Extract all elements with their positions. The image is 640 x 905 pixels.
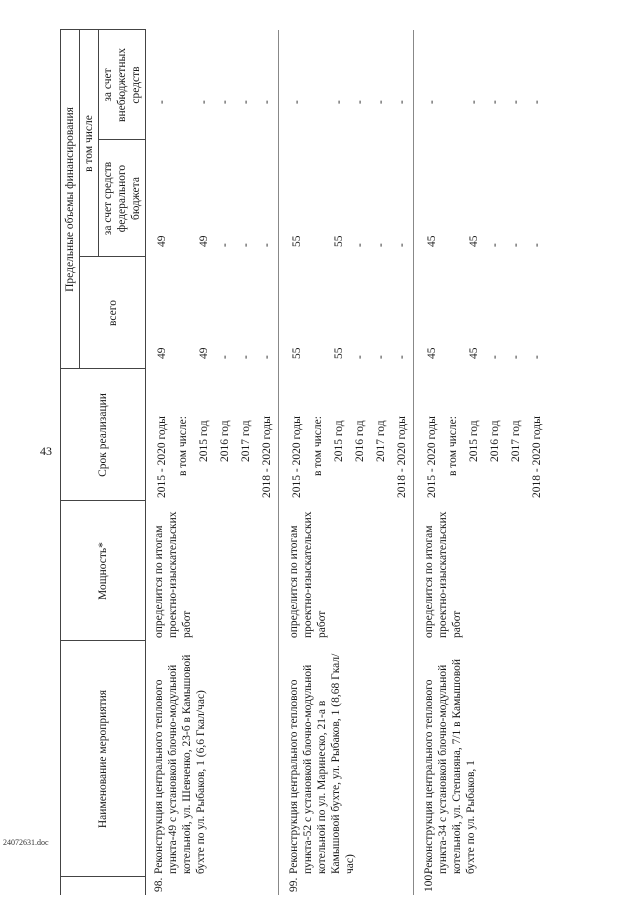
value-line: - xyxy=(219,100,231,104)
value-line: 49 xyxy=(156,235,168,247)
row-name: Реконструкция центрального теплового пункта-52 с установкой блочно-модульной котельной по ул. Маринеско, 21-а в Камышовой бухте, ул. Рыбаков, 1 (8,68 Гкал/час) xyxy=(279,641,414,877)
value-line xyxy=(443,33,464,104)
term-line: 2015 - 2020 годы xyxy=(291,416,303,498)
header-number xyxy=(61,877,146,895)
value-line: - xyxy=(396,100,408,104)
header-including: в том числе xyxy=(80,30,99,257)
table-row xyxy=(414,30,549,895)
row-number: 98. xyxy=(153,877,165,892)
term-line: 2018 - 2020 годы xyxy=(396,416,408,498)
row-term xyxy=(279,369,414,501)
value-line: - xyxy=(531,243,543,247)
row-total xyxy=(279,257,414,369)
row-power: определится по итогам проектно-изыскательских работ xyxy=(414,501,549,641)
value-line: - xyxy=(489,243,501,247)
term-line: 2017 год xyxy=(510,420,522,462)
value-line: - xyxy=(396,243,408,247)
value-line: 49 xyxy=(198,347,210,359)
table-row xyxy=(146,30,279,895)
row-total xyxy=(146,257,279,369)
row-power: определится по итогам проектно-изыскательских работ xyxy=(153,511,193,638)
value-line: - xyxy=(531,355,543,359)
value-line: 49 xyxy=(156,347,168,359)
header-extra: за счет внебюджетных средств xyxy=(99,30,146,140)
value-line: 45 xyxy=(426,235,438,247)
value-line xyxy=(308,260,329,359)
header-name: Наименование мероприятия xyxy=(61,641,146,877)
value-line: - xyxy=(261,100,273,104)
term-line: 2015 - 2020 годы xyxy=(426,416,438,498)
value-line xyxy=(173,33,194,104)
value-line xyxy=(308,143,329,247)
row-power: определится по итогам проектно-изыскательских работ xyxy=(279,501,414,641)
value-line: - xyxy=(375,355,387,359)
value-line xyxy=(443,260,464,359)
header-total: всего xyxy=(80,257,146,369)
row-total xyxy=(414,257,549,369)
value-line: - xyxy=(489,355,501,359)
value-line: - xyxy=(426,100,438,104)
footer-doc-code: 24072631.doc xyxy=(3,838,49,847)
row-extra xyxy=(279,30,414,140)
row-extra xyxy=(146,30,279,140)
value-line: 55 xyxy=(333,235,345,247)
value-line: - xyxy=(198,100,210,104)
row-number: 100. xyxy=(414,877,549,895)
term-line: в том числе: xyxy=(447,416,459,476)
header-federal: за счет средств федерального бюджета xyxy=(99,140,146,257)
term-line: 2016 год xyxy=(219,420,231,462)
value-line: - xyxy=(240,355,252,359)
term-line: в том числе: xyxy=(312,416,324,476)
value-line: - xyxy=(219,355,231,359)
value-line xyxy=(308,33,329,104)
header-term: Срок реализации xyxy=(61,369,146,501)
value-line: - xyxy=(219,243,231,247)
row-federal xyxy=(279,140,414,257)
term-line: 2016 год xyxy=(354,420,366,462)
row-federal xyxy=(414,140,549,257)
rotated-table-sheet xyxy=(60,30,560,895)
term-line: 2015 год xyxy=(333,420,345,462)
table-row xyxy=(279,30,414,895)
page-number: 43 xyxy=(40,444,52,458)
value-line: - xyxy=(510,243,522,247)
row-number: 99. xyxy=(279,877,414,895)
value-line: - xyxy=(240,100,252,104)
value-line: - xyxy=(354,355,366,359)
value-line: - xyxy=(489,100,501,104)
financing-table xyxy=(60,30,548,896)
value-line: - xyxy=(240,243,252,247)
value-line: - xyxy=(531,100,543,104)
term-line: 2016 год xyxy=(489,420,501,462)
value-line: - xyxy=(261,355,273,359)
value-line xyxy=(173,143,194,247)
value-line: - xyxy=(468,100,480,104)
value-line: 45 xyxy=(468,235,480,247)
term-line: 2017 год xyxy=(240,420,252,462)
value-line: - xyxy=(510,100,522,104)
value-line xyxy=(443,143,464,247)
value-line: - xyxy=(396,355,408,359)
header-funding: Предельные объемы финансирования xyxy=(61,30,80,369)
value-line: - xyxy=(375,243,387,247)
value-line: - xyxy=(510,355,522,359)
value-line: - xyxy=(354,100,366,104)
value-line: - xyxy=(354,243,366,247)
row-name: Реконструкция центрального теплового пункта-34 с установкой блочно-модульной котельной, ул. Степаняна, 7/1 в Камышовой бухте по ул. Рыбаков, 1 xyxy=(414,641,549,877)
value-line: 45 xyxy=(468,347,480,359)
header-power: Мощность* xyxy=(61,501,146,641)
value-line: 45 xyxy=(426,347,438,359)
term-line: 2017 год xyxy=(375,420,387,462)
value-line: - xyxy=(375,100,387,104)
value-line: - xyxy=(156,100,168,104)
term-line: 2015 год xyxy=(468,420,480,462)
row-federal xyxy=(146,140,279,257)
row-extra xyxy=(414,30,549,140)
term-line: в том числе: xyxy=(177,416,189,476)
value-line: - xyxy=(291,100,303,104)
row-term xyxy=(146,369,279,501)
row-term xyxy=(414,369,549,501)
value-line: - xyxy=(261,243,273,247)
value-line xyxy=(173,260,194,359)
value-line: 55 xyxy=(291,235,303,247)
value-line: 49 xyxy=(198,235,210,247)
value-line: 55 xyxy=(333,347,345,359)
term-line: 2015 год xyxy=(198,420,210,462)
value-line: - xyxy=(333,100,345,104)
term-line: 2015 - 2020 годы xyxy=(156,416,168,498)
table-body xyxy=(146,30,549,895)
row-name: Реконструкция центрального теплового пункта-49 с установкой блочно-модульной котельной, ул. Шевченко, 23-б в Камышовой бухте по ул. Рыбаков, 1 (6,6 Гкал/час) xyxy=(153,654,207,874)
value-line: 55 xyxy=(291,347,303,359)
term-line: 2018 - 2020 годы xyxy=(261,416,273,498)
term-line: 2018 - 2020 годы xyxy=(531,416,543,498)
